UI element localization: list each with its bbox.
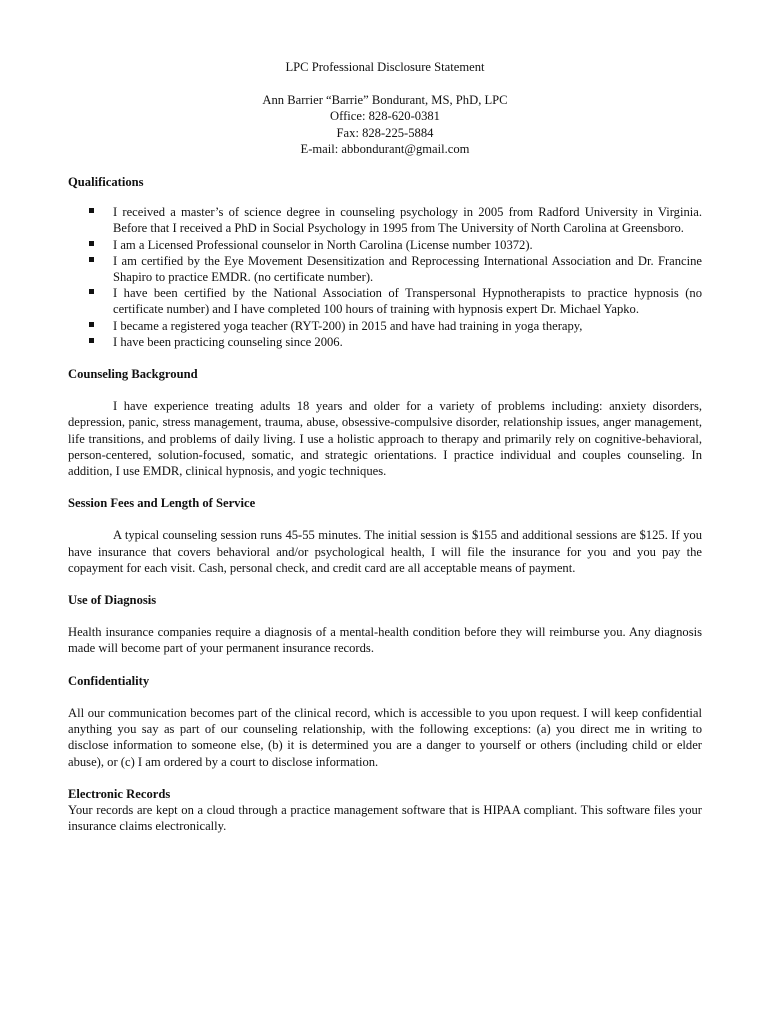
square-bullet-icon: [89, 322, 94, 327]
square-bullet-icon: [89, 257, 94, 262]
session-fees-section: [68, 495, 702, 576]
square-bullet-icon: [89, 338, 94, 343]
email-address: E-mail: abbondurant@gmail.com: [300, 141, 470, 156]
qualification-item: I have been practicing counseling since 2006.: [113, 334, 702, 350]
electronic-records-text: Your records are kept on a cloud through a practice management software that is HIPAA compliant. This software files your insurance claims electronically.: [68, 802, 702, 834]
electronic-records-heading: Electronic Records: [68, 786, 171, 801]
office-phone: Office: 828-620-0381: [330, 109, 440, 124]
qualification-item: I have been certified by the National Association of Transpersonal Hypnotherapists to practice hypnosis (no certificate number) and I have completed 100 hours of training with hypnosis expert Dr. Michael Yapko.: [113, 285, 702, 317]
document-title: LPC Professional Disclosure Statement: [285, 60, 485, 74]
square-bullet-icon: [89, 289, 94, 294]
qualification-item: I am certified by the Eye Movement Desensitization and Reprocessing International Association and Dr. Francine Shapiro to practice EMDR. (no certificate number).: [113, 253, 702, 285]
square-bullet-icon: [89, 208, 94, 213]
counselor-name: Ann Barrier “Barrie” Bondurant, MS, PhD, LPC: [262, 93, 508, 108]
qualification-item: I became a registered yoga teacher (RYT-200) in 2015 and have had training in yoga therapy,: [113, 318, 702, 334]
fax-number: Fax: 828-225-5884: [336, 125, 434, 140]
qualifications-list: [68, 204, 702, 350]
qualifications-heading: Qualifications: [68, 175, 144, 190]
use-of-diagnosis-section: [68, 592, 702, 657]
confidentiality-heading: Confidentiality: [68, 673, 150, 688]
document-header: [68, 59, 702, 157]
counseling-background-section: [68, 366, 702, 479]
session-fees-heading: Session Fees and Length of Service: [68, 496, 256, 511]
confidentiality-section: [68, 673, 702, 770]
counseling-background-heading: Counseling Background: [68, 367, 198, 382]
qualification-item: I received a master’s of science degree in counseling psychology in 2005 from Radford University in Virginia. Before that I received a PhD in Social Psychology in 1995 from The University of North Carolina at Greensboro.: [113, 204, 702, 236]
qualification-item: I am a Licensed Professional counselor in North Carolina (License number 10372).: [113, 237, 702, 253]
counseling-background-text: I have experience treating adults 18 years and older for a variety of problems including: anxiety disorders, depression, panic, stress management, trauma, abuse, obsessive-compulsive disorder, relationship issues, anger management, life transitions, and problems of daily living. I use a holistic approach to therapy and primarily rely on cognitive-behavioral, person-centered, solution-focused, somatic, and strategic orientations. I practice individual and couples counseling. In addition, I use EMDR, clinical hypnosis, and yogic techniques.: [68, 399, 702, 479]
confidentiality-text: All our communication becomes part of the clinical record, which is accessible to you upon request. I will keep confidential anything you say as part of our counseling relationship, with the following exceptions: (a) you direct me in writing to disclose information to someone else, (b) it is determined you are a danger to yourself or others (including child or elder abuse), or (c) I am ordered by a court to disclose information.: [68, 705, 702, 769]
session-fees-text: A typical counseling session runs 45-55 minutes. The initial session is $155 and additional sessions are $125. If you have insurance that covers behavioral and/or psychological health, I will file the insurance for you and you pay the copayment for each visit. Cash, personal check, and credit card are all acceptable means of payment.: [68, 528, 702, 575]
electronic-records-section: [68, 786, 702, 835]
use-of-diagnosis-text: Health insurance companies require a diagnosis of a mental-health condition before they will reimburse you. Any diagnosis made will become part of your permanent insurance records.: [68, 625, 702, 656]
use-of-diagnosis-heading: Use of Diagnosis: [68, 593, 157, 608]
square-bullet-icon: [89, 241, 94, 246]
qualifications-section: [68, 174, 702, 350]
